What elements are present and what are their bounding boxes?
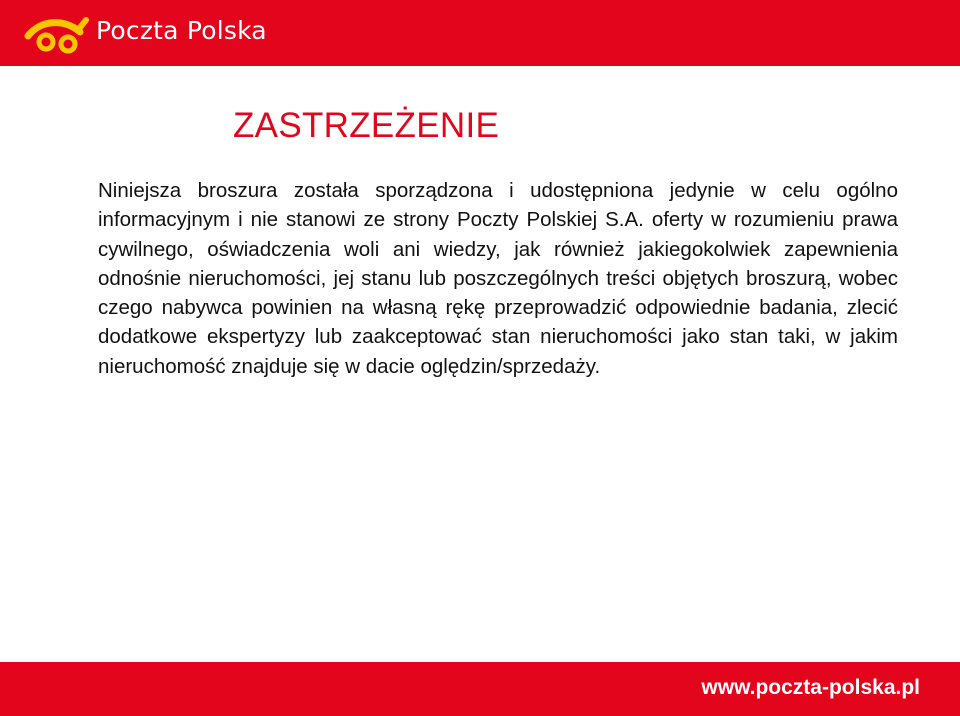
page-title: ZASTRZEŻENIE: [233, 106, 500, 145]
footer-bar: [0, 662, 960, 716]
brand-name: Poczta Polska: [96, 16, 267, 45]
disclaimer-text: Niniejsza broszura została sporządzona i udostępniona jedynie w celu ogólno informacyjnym i nie stanowi ze strony Poczty Polskiej S.A. oferty w rozumieniu prawa cywilnego, oświadczenia woli ani wiedzy, jak również jakiegokolwiek zapewnienia odnośnie nieruchomości, jej stanu lub poszczególnych treści objętych broszurą, wobec czego nabywca powinien na własną rękę przeprowadzić odpowiednie badania, zlecić dodatkowe ekspertyzy lub zaakceptować stan nieruchomości jako stan taki, w jakim nieruchomość znajduje się w dacie oględzin/sprzedaży.: [98, 179, 898, 378]
website-url: www.poczta-polska.pl: [701, 676, 920, 699]
post-horn-logo-icon: [24, 10, 90, 54]
header-bar: [0, 0, 960, 66]
